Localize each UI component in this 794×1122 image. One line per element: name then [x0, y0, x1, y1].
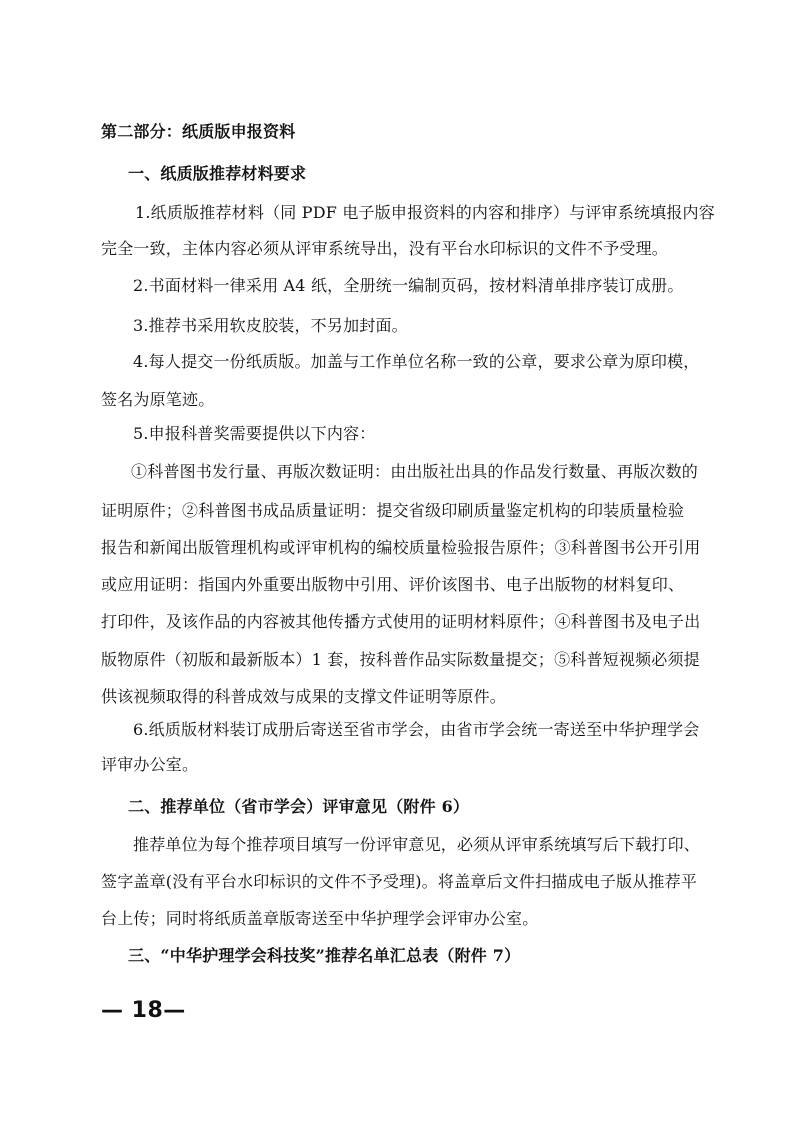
section3-heading: 三、“中华护理学会科技奖”推荐名单汇总表（附件 7） — [128, 946, 521, 965]
item5-line-4: 或应用证明：指国内外重要出版物中引用、评价该图书、电子出版物的材料复印、 — [101, 575, 685, 594]
item5-line-6: 版物原件（初版和最新版本）1 套，按科普作品实际数量提交；⑤科普短视频必须提 — [101, 650, 700, 669]
item5-intro: 5.申报科普奖需要提供以下内容： — [133, 424, 376, 443]
item4-line2: 签名为原笔迹。 — [101, 390, 215, 409]
item4-line1: 4.每人提交一份纸质版。加盖与工作单位名称一致的公章，要求公章为原印模， — [133, 352, 700, 371]
part-title: 第二部分：纸质版申报资料 — [101, 122, 296, 141]
section2-heading: 二、推荐单位（省市学会）评审意见（附件 6） — [128, 797, 470, 816]
item1-line1: 1.纸质版推荐材料（同 PDF 电子版申报资料的内容和排序）与评审系统填报内容 — [135, 203, 715, 222]
item5-line-5: 打印件，及该作品的内容被其他传播方式使用的证明材料原件；④科普图书及电子出 — [101, 612, 701, 631]
item1-line2: 完全一致，主体内容必须从评审系统导出，没有平台水印标识的文件不予受理。 — [101, 239, 669, 258]
page-number: — 18— — [101, 998, 186, 1023]
section1-heading: 一、纸质版推荐材料要求 — [128, 164, 307, 183]
item3-text: 3.推荐书采用软皮胶装，不另加封面。 — [133, 316, 408, 335]
section2-line-2: 签字盖章(没有平台水印标识的文件不予受理)。将盖章后文件扫描成电子版从推荐平 — [101, 872, 698, 891]
section2-line-1: 推荐单位为每个推荐项目填写一份评审意见，必须从评审系统填写后下载打印、 — [133, 835, 701, 854]
item5-line-7: 供该视频取得的科普成效与成果的支撑文件证明等原件。 — [101, 687, 507, 706]
section2-line-3: 台上传；同时将纸质盖章版寄送至中华护理学会评审办公室。 — [101, 909, 539, 928]
item2-text: 2.书面材料一律采用 A4 纸，全册统一编制页码，按材料清单排序装订成册。 — [133, 276, 684, 295]
item5-line-1: ①科普图书发行量、再版次数证明：由出版社出具的作品发行数量、再版次数的 — [131, 462, 699, 481]
item6-line1: 6.纸质版材料装订成册后寄送至省市学会，由省市学会统一寄送至中华护理学会 — [133, 720, 700, 739]
item5-line-2: 证明原件；②科普图书成品质量证明：提交省级印刷质量鉴定机构的印装质量检验 — [101, 501, 685, 520]
item6-line2: 评审办公室。 — [101, 755, 199, 774]
item5-line-3: 报告和新闻出版管理机构或评审机构的编校质量检验报告原件；③科普图书公开引用 — [101, 538, 701, 557]
